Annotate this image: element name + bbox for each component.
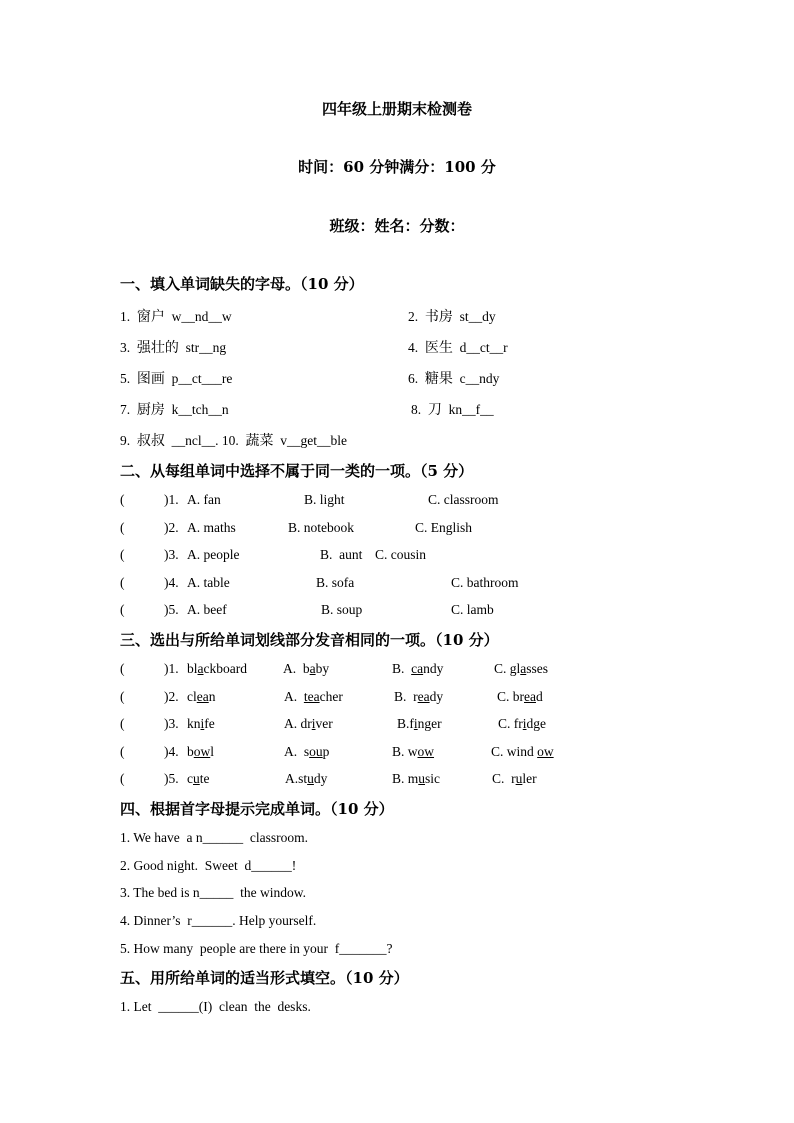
option-b: B. music [392, 771, 441, 786]
option-a: A. soup [284, 744, 330, 759]
option-a: A. teacher [284, 689, 343, 704]
option-b: B. notebook [288, 520, 354, 535]
option-b: B.finger [397, 716, 442, 731]
question-number: )3. [164, 716, 179, 731]
question-number: )2. [164, 689, 179, 704]
question-number: )1. [164, 661, 179, 676]
option-b: B. ready [394, 689, 444, 704]
s1-item-1: 1. 窗户 w__nd__w [120, 309, 232, 325]
option-c: C. cousin [375, 547, 427, 562]
option-c: C. ruler [492, 771, 537, 786]
answer-paren[interactable]: ( [120, 661, 125, 676]
section1-heading: 一、填入单词缺失的字母。（10 分） [120, 275, 364, 293]
s4-item-4[interactable]: 4. Dinner’s r______. Help yourself. [120, 913, 317, 928]
s1-item-7: 7. 厨房 k__tch__n [120, 402, 229, 418]
time-score-line: 时间：60 分钟满分：100 分 [298, 158, 496, 176]
given-word: bowl [187, 744, 215, 759]
option-b: B. sofa [316, 575, 355, 590]
option-a: A. beef [187, 602, 227, 617]
given-word: blackboard [187, 661, 247, 676]
section5-heading: 五、用所给单词的适当形式填空。（10 分） [120, 969, 409, 987]
s4-item-2[interactable]: 2. Good night. Sweet d______! [120, 858, 297, 873]
option-a: A. people [187, 547, 240, 562]
given-word: clean [187, 689, 216, 704]
question-number: )3. [164, 547, 179, 562]
page-title: 四年级上册期末检测卷 [321, 100, 472, 118]
option-a: A.study [285, 771, 328, 786]
s1-item-8: 8. 刀 kn__f__ [411, 402, 494, 418]
question-number: )1. [164, 492, 179, 507]
section2-heading: 二、从每组单词中选择不属于同一类的一项。（5 分） [120, 462, 474, 480]
given-word: cute [187, 771, 210, 786]
s5-item-1[interactable]: 1. Let ______(I) clean the desks. [120, 999, 311, 1014]
s1-item-2: 2. 书房 st__dy [408, 309, 496, 325]
option-c: C. fridge [498, 716, 547, 731]
s1-item-9-10: 9. 叔叔 __ncl__. 10. 蔬菜 v__get__ble [120, 433, 347, 449]
option-b: B. wow [392, 744, 435, 759]
option-c: C. glasses [494, 661, 549, 676]
answer-paren[interactable]: ( [120, 575, 125, 590]
option-c: C. bathroom [451, 575, 519, 590]
student-info-line: 班级：姓名：分数： [329, 217, 465, 235]
answer-paren[interactable]: ( [120, 744, 125, 759]
option-c: C. wind ow [491, 744, 554, 759]
question-number: )4. [164, 744, 179, 759]
option-b: B. aunt [320, 547, 363, 562]
answer-paren[interactable]: ( [120, 771, 125, 786]
option-c: C. classroom [428, 492, 499, 507]
option-a: A. baby [283, 661, 330, 676]
option-b: B. candy [392, 661, 444, 676]
option-a: A. fan [187, 492, 221, 507]
answer-paren[interactable]: ( [120, 547, 125, 562]
question-number: )2. [164, 520, 179, 535]
section4-heading: 四、根据首字母提示完成单词。（10 分） [120, 800, 394, 818]
option-a: A. maths [187, 520, 236, 535]
question-number: )4. [164, 575, 179, 590]
question-number: )5. [164, 602, 179, 617]
s1-item-5: 5. 图画 p__ct___re [120, 371, 233, 387]
section3-heading: 三、选出与所给单词划线部分发音相同的一项。（10 分） [120, 631, 499, 649]
option-c: C. lamb [451, 602, 494, 617]
s4-item-3[interactable]: 3. The bed is n_____ the window. [120, 885, 306, 900]
answer-paren[interactable]: ( [120, 492, 125, 507]
option-b: B. soup [321, 602, 363, 617]
question-number: )5. [164, 771, 179, 786]
option-a: A. table [187, 575, 230, 590]
s4-item-5[interactable]: 5. How many people are there in your f_______? [120, 941, 393, 956]
given-word: knife [187, 716, 215, 731]
s4-item-1[interactable]: 1. We have a n______ classroom. [120, 830, 308, 845]
answer-paren[interactable]: ( [120, 716, 125, 731]
answer-paren[interactable]: ( [120, 602, 125, 617]
option-b: B. light [304, 492, 345, 507]
option-c: C. English [415, 520, 473, 535]
s1-item-4: 4. 医生 d__ct__r [408, 340, 508, 356]
answer-paren[interactable]: ( [120, 520, 125, 535]
s1-item-3: 3. 强壮的 str__ng [120, 340, 227, 356]
option-a: A. driver [284, 716, 333, 731]
option-c: C. bread [497, 689, 543, 704]
s1-item-6: 6. 糖果 c__ndy [408, 371, 500, 387]
answer-paren[interactable]: ( [120, 689, 125, 704]
